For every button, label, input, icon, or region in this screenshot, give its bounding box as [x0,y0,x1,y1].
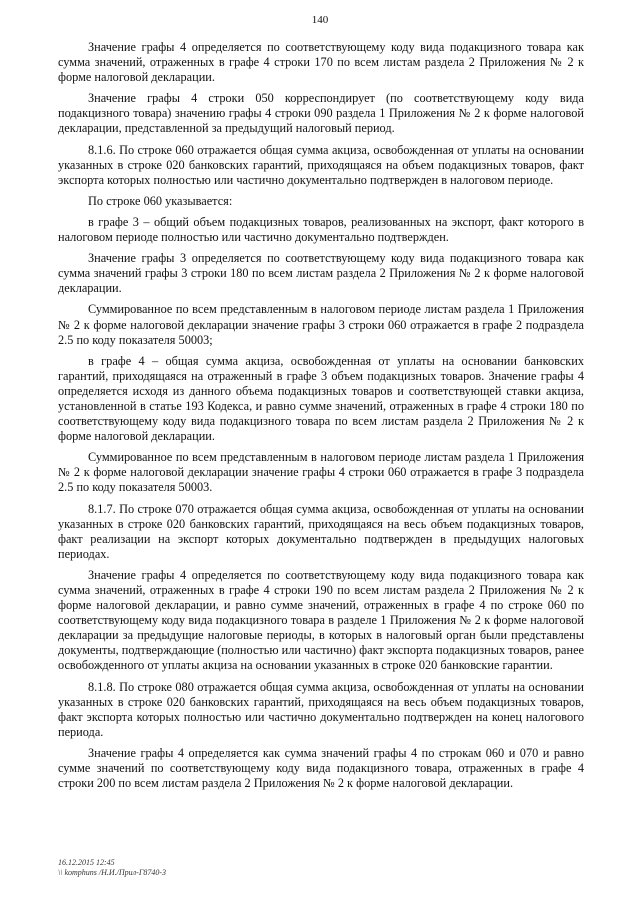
footer-stamp [58,858,166,878]
footer-timestamp: 16.12.2015 12:45 [58,858,115,867]
paragraph: Значение графы 4 определяется по соответствующему коду вида подакцизного товара как сумма значений, отраженных в графе 4 строки 170 по всем листам раздела 2 Приложения № 2 к форме налоговой декларации. [58,40,584,85]
paragraph: Значение графы 3 определяется по соответствующему коду вида подакцизного товара как сумма значений графы 3 строки 180 по всем листам раздела 2 Приложения № 2 к форме налоговой декларации. [58,251,584,296]
paragraph: По строке 060 указывается: [88,193,233,208]
paragraph: в графе 3 – общий объем подакцизных товаров, реализованных на экспорт, факт которого в налоговом периоде полностью или частично документально подтвержден. [58,214,584,245]
paragraph: Значение графы 4 определяется по соответствующему коду вида подакцизного товара как сумма значений, отраженных в графе 4 строки 190 по всем листам раздела 2 Приложения № 2 к форме налоговой декларации, и равно сумме значений, отраженных в графе 4 по строке 060 по соответствующему коду вида подакцизного товара в разделе 1 Приложения № 2 к форме налоговой декларации за предыдущие налоговые периоды, в которых в налоговый орган были представлены документы, подтверждающие (полностью или частично) факт экспорта подакцизных товаров, ранее освобожденного от уплаты акциза на основании указанных в строке 020 банковские гарантии. [58,567,584,673]
document-body [58,40,584,797]
paragraph: 8.1.8. По строке 080 отражается общая сумма акциза, освобожденная от уплаты на основании указанных в строке 020 банковских гарантий, приходящаяся на весь объем подакцизных товаров, факт экспорта которых полностью или частично документально подтвержден на конец налогового периода. [58,679,584,739]
paragraph: Значение графы 4 строки 050 корреспондирует (по соответствующему коду вида подакцизного товара) значению графы 4 строки 090 раздела 1 Приложения № 2 к форме налоговой декларации, представленной за предыдущий налоговый период. [58,91,584,136]
paragraph: 8.1.6. По строке 060 отражается общая сумма акциза, освобожденная от уплаты на основании указанных в строке 020 банковских гарантий, приходящаяся на объем подакцизных товаров, факт экспорта которых полностью или частично документально подтвержден в налоговом периоде. [58,142,584,187]
footer-file-path: \\ komphuns /Н.И./Прил-Г8740-3 [58,868,167,877]
paragraph: в графе 4 – общая сумма акциза, освобожденная от уплаты на основании банковских гарантий, приходящаяся на отраженный в графе 3 объем подакцизных товаров. Значение графы 4 определяется исходя из данного объема подакцизных товаров и соответствующей ставки акциза, установленной в статье 193 Кодекса, и равно сумме значений, отраженных в графе 4 строки 180 по соответствующему коду вида подакцизного товара по всем листам раздела 2 Приложения № 2 к форме налоговой декларации. [58,353,584,444]
paragraph: Суммированное по всем представленным в налоговом периоде листам раздела 1 Приложения № 2 к форме налоговой декларации значение графы 4 строки 060 отражается в графе 3 подраздела 2.5 по коду показателя 50003. [58,450,584,495]
paragraph: Суммированное по всем представленным в налоговом периоде листам раздела 1 Приложения № 2 к форме налоговой декларации значение графы 3 строки 060 отражается в графе 2 подраздела 2.5 по коду показателя 50003; [58,302,584,347]
paragraph: Значение графы 4 определяется как сумма значений графы 4 по строкам 060 и 070 и равно сумме значений по соответствующему коду вида подакцизного товара, отраженных в графе 4 строки 200 по всем листам раздела 2 Приложения № 2 к форме налоговой декларации. [58,745,584,791]
paragraph: 8.1.7. По строке 070 отражается общая сумма акциза, освобожденная от уплаты на основании указанных в строке 020 банковских гарантий, приходящаяся на весь объем подакцизных товаров, факт реализации на экспорт которых документально подтвержден в предыдущих налоговых периодах. [58,501,584,561]
page-number: 140 [311,14,329,26]
